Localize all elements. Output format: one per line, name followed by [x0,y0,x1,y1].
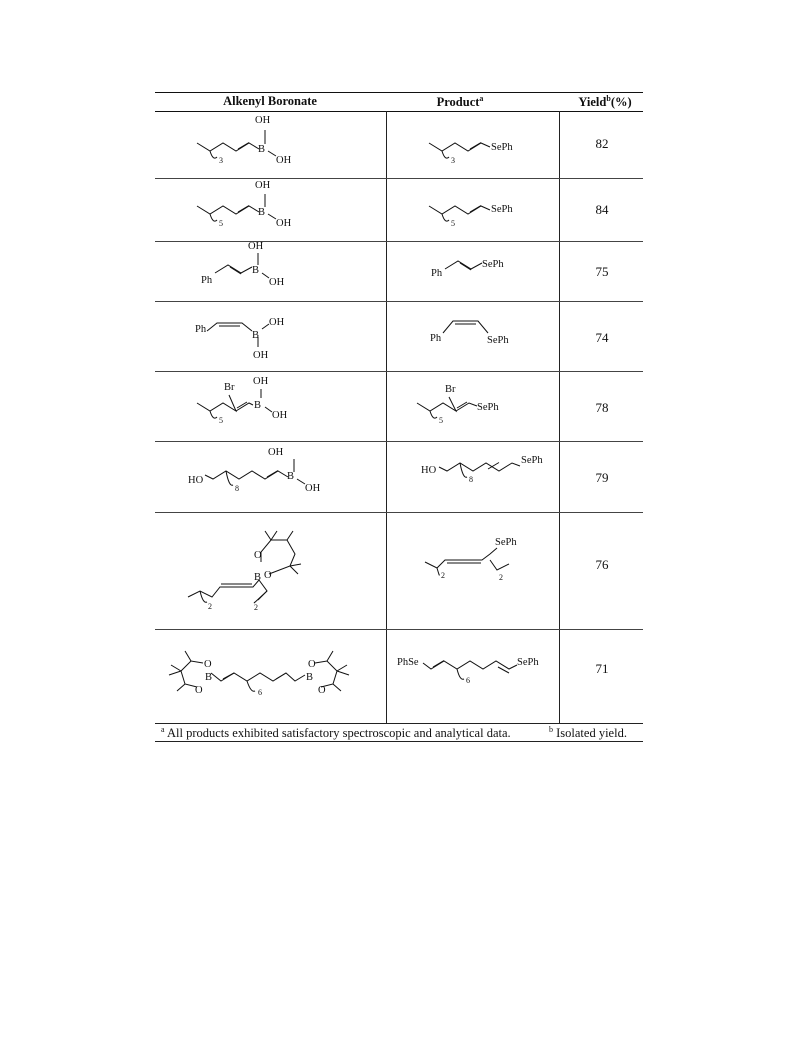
svg-text:O: O [264,570,272,581]
svg-text:SePh: SePh [477,402,499,413]
svg-text:Br: Br [224,382,235,393]
product-cell [387,178,559,241]
svg-text:B: B [254,400,262,411]
product-structure [387,512,559,629]
svg-text:Ph: Ph [201,275,213,286]
svg-text:OH: OH [305,483,321,494]
svg-text:8: 8 [469,475,473,484]
product-cell [387,111,559,178]
footnote-b: $^b$ Isolated yield. [549,725,627,741]
table-row [155,629,643,723]
product-structure [387,629,559,723]
boronate-cell [155,441,386,512]
svg-text:SePh: SePh [495,537,517,548]
svg-text:SePh: SePh [517,657,539,668]
boronate-structure [155,512,386,629]
svg-text:O: O [308,659,316,670]
yield-value: 75 [595,264,609,279]
yield-value: 78 [595,400,609,415]
svg-text:Ph: Ph [431,268,443,279]
yield-value: 82 [595,136,609,151]
svg-text:B: B [287,471,295,482]
product-structure [387,301,559,371]
product-cell [387,441,559,512]
boronate-cell [155,512,386,629]
svg-text:O: O [254,550,262,561]
svg-text:SePh: SePh [521,455,543,466]
svg-text:5: 5 [439,416,443,425]
table-row [155,301,643,372]
product-cell [387,371,559,441]
yield-value: 71 [595,661,609,676]
svg-text:SePh: SePh [491,204,513,215]
header-yield: Yield$^b$(%) [578,94,632,110]
product-cell [387,241,559,301]
svg-text:OH: OH [276,218,292,229]
svg-text:OH: OH [268,447,284,458]
svg-text:OH: OH [269,317,285,328]
svg-text:OH: OH [255,115,271,126]
svg-text:OH: OH [253,376,269,387]
product-structure [387,111,559,178]
boronate-structure [155,178,386,241]
product-structure [387,441,559,512]
svg-text:2: 2 [499,573,503,582]
boronate-structure [155,629,386,723]
boronate-structure [155,441,386,512]
boronate-cell [155,301,386,371]
svg-text:2: 2 [254,603,258,612]
svg-text:OH: OH [269,277,285,288]
product-cell [387,629,559,723]
svg-text:OH: OH [276,155,292,166]
boronate-cell [155,629,386,723]
table-row [155,111,643,179]
footnote-a: $^a$ All products exhibited satisfactory spectroscopic and analytical data. [161,725,511,741]
svg-text:3: 3 [219,156,223,165]
svg-text:2: 2 [441,571,445,580]
table-row [155,178,643,242]
svg-text:6: 6 [258,688,262,697]
svg-text:O: O [318,685,326,696]
svg-text:OH: OH [248,241,264,252]
svg-text:B: B [205,672,213,683]
product-structure [387,371,559,441]
boronate-cell [155,241,386,301]
header-product: Product$^a$ [436,94,484,110]
boronate-cell [155,178,386,241]
svg-text:Ph: Ph [195,324,207,335]
svg-text:3: 3 [451,156,455,165]
svg-text:OH: OH [253,350,269,361]
yield-value: 74 [595,330,609,345]
table-footnote [155,723,643,742]
svg-text:Ph: Ph [430,333,442,344]
product-cell [387,512,559,629]
svg-text:PhSe: PhSe [397,657,419,668]
svg-text:OH: OH [272,410,288,421]
boronate-structure [155,371,386,441]
table-row [155,512,643,630]
yield-value: 79 [595,470,609,485]
yield-value: 76 [595,557,609,572]
svg-text:HO: HO [421,465,437,476]
boronate-structure [155,111,386,178]
svg-text:SePh: SePh [482,259,504,270]
svg-text:2: 2 [208,602,212,611]
svg-text:B: B [258,207,266,218]
svg-text:B: B [252,330,260,341]
svg-text:SePh: SePh [487,335,509,346]
svg-text:SePh: SePh [491,142,513,153]
svg-text:HO: HO [188,475,204,486]
svg-text:5: 5 [219,416,223,425]
yield-value: 84 [595,202,609,217]
boronate-structure [155,241,386,301]
svg-text:B: B [258,144,266,155]
product-structure [387,178,559,241]
svg-text:6: 6 [466,676,470,685]
header-alkenyl-boronate: Alkenyl Boronate [223,94,317,108]
table-row [155,441,643,513]
table-row [155,241,643,302]
table-row [155,371,643,442]
svg-text:OH: OH [255,180,271,191]
boronate-cell [155,111,386,178]
svg-text:O: O [204,659,212,670]
svg-text:B: B [252,265,260,276]
svg-text:8: 8 [235,484,239,493]
table-header [155,92,643,112]
svg-text:B: B [306,672,314,683]
product-structure [387,241,559,301]
boronate-cell [155,371,386,441]
svg-text:5: 5 [219,219,223,228]
svg-text:Br: Br [445,384,456,395]
product-cell [387,301,559,371]
boronate-structure [155,301,386,371]
svg-text:5: 5 [451,219,455,228]
svg-text:O: O [195,685,203,696]
svg-text:B: B [254,572,262,583]
